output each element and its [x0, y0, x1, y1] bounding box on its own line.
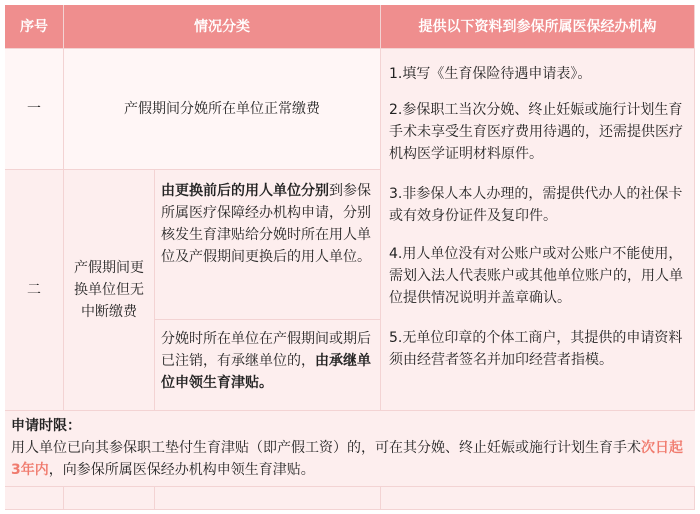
header-materials: 提供以下资料到参保所属医保经办机构 [381, 5, 695, 49]
row2-sub1-bold: 由更换前后的用人单位分别 [161, 183, 329, 199]
material-item: 2.参保职工当次分娩、终止妊娠或施行计划生育手术未享受生育医疗费用待遇的，还需提供医疗机构医学证明材料原件。 [389, 102, 683, 162]
header-no: 序号 [5, 5, 64, 49]
row2-sub2-bold: 由承继单位申领生育津贴。 [161, 353, 371, 391]
materials-list [381, 49, 695, 411]
material-item: 4.用人单位没有对公账户或对公账户不能使用，需划入法人代表账户或其他单位账户的，用人单位提供情况说明并盖章确认。 [389, 246, 683, 306]
row2-sub2-plain: 分娩时所在单位在产假期间或期后已注销，有承继单位的， [161, 331, 371, 369]
deadline-title: 申请时限： [11, 418, 81, 434]
row1-category: 产假期间分娩所在单位正常缴费 [64, 49, 381, 170]
deadline-text-after: ，向参保所属医保经办机构申领生育津贴。 [48, 462, 315, 478]
empty-cell [64, 487, 155, 510]
row2-sub1 [155, 170, 381, 320]
material-item: 1.填写《生育保险待遇申请表》。 [389, 66, 592, 82]
deadline-text-before: 用人单位已向其参保职工垫付生育津贴（即产假工资）的，可在其分娩、终止妊娠或施行计划生育手术 [11, 440, 641, 456]
empty-cell [381, 487, 695, 510]
row1-no: 一 [5, 49, 64, 170]
row2-sub1-rest: 到参保所属医疗保障经办机构申请，分别核发生育津贴给分娩时所在用人单位及产假期间更换后的用人单位。 [161, 183, 371, 265]
material-item: 5.无单位印章的个体工商户，其提供的申请资料须由经营者签名并加印经营者指模。 [389, 330, 683, 368]
benefit-table [5, 5, 695, 510]
empty-cell [155, 487, 381, 510]
row2-sub2 [155, 320, 381, 411]
deadline-section [5, 411, 695, 487]
row2-category: 产假期间更换单位但无中断缴费 [64, 170, 155, 411]
deadline-highlight: 次日起3年内 [11, 440, 683, 478]
row2-no: 二 [5, 170, 64, 411]
header-category: 情况分类 [64, 5, 381, 49]
empty-cell [5, 487, 64, 510]
material-item: 3.非参保人本人办理的，需提供代办人的社保卡或有效身份证件及复印件。 [389, 186, 683, 224]
